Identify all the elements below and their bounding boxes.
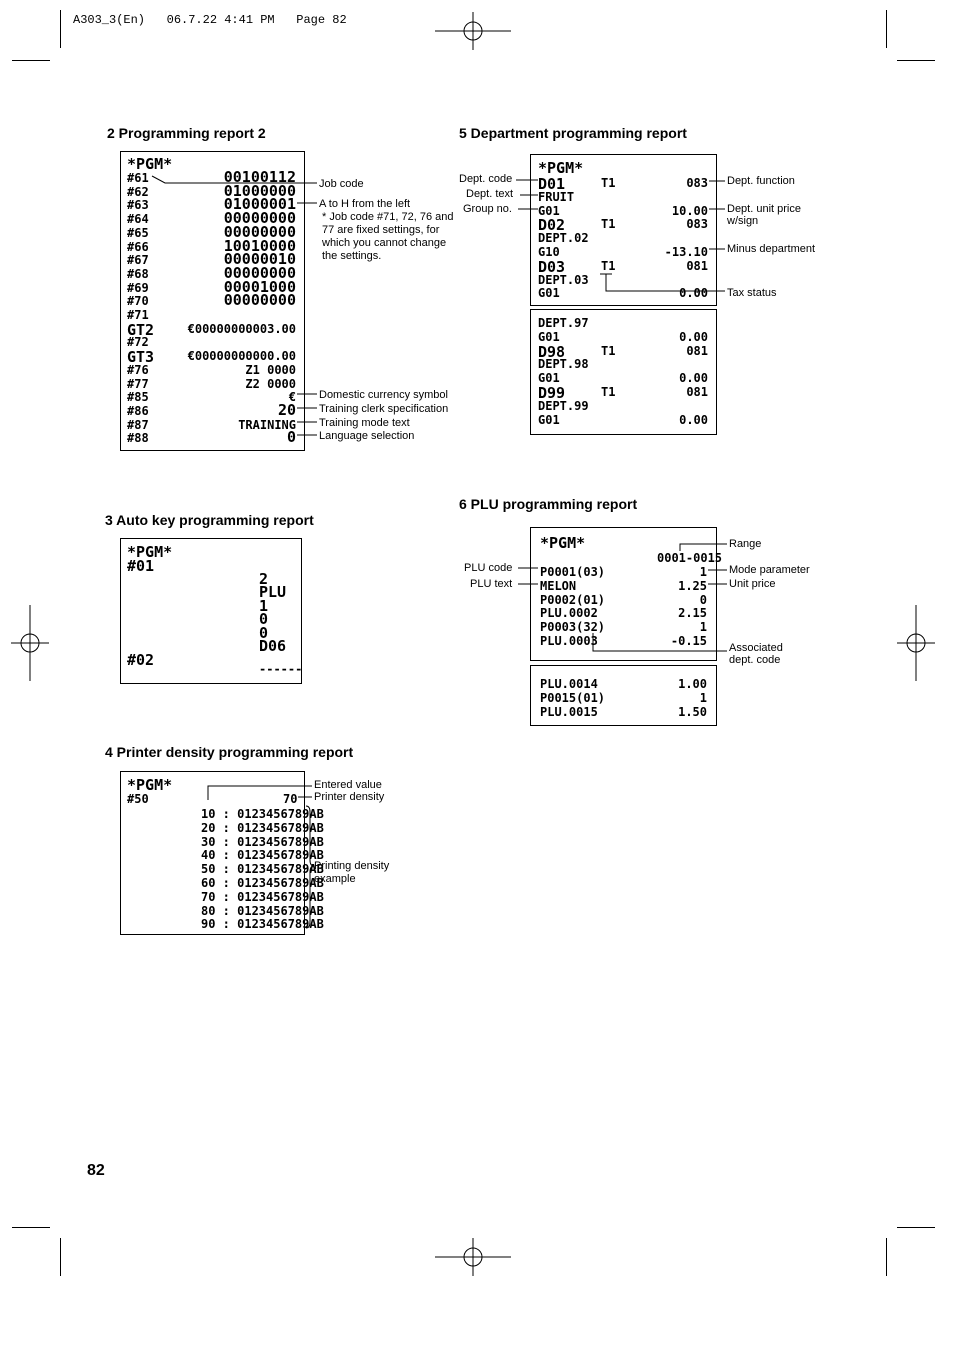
auto-key-line: 0 xyxy=(259,624,269,642)
job-value: 20 xyxy=(277,400,296,419)
callout-entered-value: Entered value xyxy=(314,779,382,791)
dept-row-right: 0.00 xyxy=(679,329,708,344)
callout-printer-density: Printer density xyxy=(314,791,385,803)
callout-associated-2: dept. code xyxy=(729,654,781,666)
dept-row-right: 0.00 xyxy=(679,286,708,301)
callout-plu-code: PLU code xyxy=(464,562,513,574)
plu-row-right: 2.15 xyxy=(678,606,707,621)
dept-row-left: G10 xyxy=(538,245,560,259)
callout-language: Language selection xyxy=(319,430,415,442)
density-example-row: 80 : 0123456789AB xyxy=(201,903,324,918)
dept-row-right: 081 xyxy=(686,258,708,273)
print-header: A303_3(En) 06.7.22 4:41 PM Page 82 xyxy=(73,13,347,27)
density-example-row: 20 : 0123456789AB xyxy=(201,820,324,835)
callout-tax-status: Tax status xyxy=(727,287,777,299)
dept-row-tax: T1 xyxy=(601,176,616,190)
dept-row-left: D99 xyxy=(538,384,566,402)
job-code: #72 xyxy=(127,335,149,350)
plu-row-left: P0001(03) xyxy=(540,565,606,579)
callout-dept-text: Dept. text xyxy=(466,188,514,200)
job-value: 00000000 xyxy=(223,222,296,241)
dept-row-left: G01 xyxy=(538,412,560,427)
plu-row-left: P0003(32) xyxy=(540,620,606,635)
plu-row-right: 1.00 xyxy=(678,677,707,691)
dept-row-left: G01 xyxy=(538,203,560,218)
dept-row-left: D98 xyxy=(538,342,566,361)
density-example-row: 40 : 0123456789AB xyxy=(201,848,324,863)
section-title-department: 5 Department programming report xyxy=(459,125,687,141)
job-code: #86 xyxy=(127,403,149,418)
plu-row-left: PLU.0014 xyxy=(540,677,598,691)
job-code: #61 xyxy=(127,171,149,185)
section-title-plu: 6 PLU programming report xyxy=(459,496,638,512)
job-code-02: #02 xyxy=(127,651,155,669)
density-example-row: 70 : 0123456789AB xyxy=(201,889,324,904)
job-code: #71 xyxy=(127,308,149,322)
callout-range: Range xyxy=(729,538,762,550)
receipt-title: *PGM* xyxy=(127,155,173,173)
dept-row-left: DEPT.02 xyxy=(538,231,589,246)
auto-key-line: 0 xyxy=(259,610,269,628)
dept-row-left: DEPT.99 xyxy=(538,398,589,413)
job-code: #66 xyxy=(127,239,149,254)
dashes: ------ xyxy=(259,662,303,676)
plu-row-right: 1.50 xyxy=(678,704,707,719)
job-value: 00000010 xyxy=(223,250,296,269)
density-example-row: 50 : 0123456789AB xyxy=(201,862,324,877)
plu-row-left: PLU.0002 xyxy=(540,606,598,621)
plu-row-left: MELON xyxy=(540,578,577,593)
section-title-auto-key: 3 Auto key programming report xyxy=(105,512,314,528)
density-example-row: 60 : 0123456789AB xyxy=(201,876,324,890)
job-value: 00001000 xyxy=(223,277,296,296)
job-code: GT2 xyxy=(127,320,155,339)
callout-unit-price-1: Dept. unit price xyxy=(727,203,801,215)
dept-row-right: 081 xyxy=(686,343,708,358)
callout-density-example-1: Printing density xyxy=(314,860,390,872)
callout-associated-1: Associated xyxy=(729,642,783,654)
job-value: Z1 0000 xyxy=(245,362,296,377)
plu-row-right: 1.25 xyxy=(678,578,707,593)
dept-row-right: 10.00 xyxy=(671,203,708,218)
job-value: 10010000 xyxy=(223,236,296,255)
job-code: #76 xyxy=(127,362,149,377)
receipt-title: *PGM* xyxy=(540,534,586,552)
plu-row-left: PLU.0015 xyxy=(540,704,598,719)
job-value: 00100112 xyxy=(223,168,296,186)
dept-row-left: G01 xyxy=(538,286,560,301)
dept-row-left: G01 xyxy=(538,371,560,386)
auto-key-line: 1 xyxy=(259,597,269,615)
density-example-row: 10 : 0123456789AB xyxy=(201,807,324,821)
section-title-programming-report-2: 2 Programming report 2 xyxy=(107,125,266,141)
dept-row-right: 0.00 xyxy=(679,412,708,427)
job-value: 01000001 xyxy=(223,195,296,214)
callout-currency-symbol: Domestic currency symbol xyxy=(319,389,448,401)
callout-a-to-h: A to H from the left xyxy=(319,198,411,210)
density-example-row: 30 : 0123456789AB xyxy=(201,834,324,849)
plu-row-right: 1 xyxy=(699,620,707,635)
dept-row-right: -13.10 xyxy=(664,245,708,259)
callout-plu-text: PLU text xyxy=(470,578,513,590)
job-value: Z2 0000 xyxy=(245,376,296,391)
job-code: #70 xyxy=(127,294,149,309)
plu-row-left: P0002(01) xyxy=(540,592,606,607)
callout-dept-code: Dept. code xyxy=(459,173,513,185)
plu-row-right: 1 xyxy=(699,565,707,579)
job-value: €00000000003.00 xyxy=(187,321,296,336)
page-number: 82 xyxy=(87,1162,105,1179)
callout-training-mode: Training mode text xyxy=(319,417,410,429)
plu-row-right: 1 xyxy=(699,690,707,705)
job-code: #67 xyxy=(127,253,149,268)
dept-row-left: FRUIT xyxy=(538,189,575,204)
job-code: GT3 xyxy=(127,348,155,367)
plu-row-left: PLU.0003 xyxy=(540,634,598,648)
job-code: #87 xyxy=(127,417,149,432)
dept-row-left: DEPT.98 xyxy=(538,357,589,372)
plu-row-right: 0 xyxy=(699,592,707,607)
callout-density-example-2: example xyxy=(314,873,356,885)
dept-row-left: D03 xyxy=(538,257,566,276)
dept-row-left: D02 xyxy=(538,216,566,235)
note-fixed-settings: * Job code #71, 72, 76 and 77 are fixed settings, for which you cannot change the settings. xyxy=(322,211,454,262)
job-code: #77 xyxy=(127,376,149,391)
receipt-title: *PGM* xyxy=(127,776,173,794)
job-code: #88 xyxy=(127,431,149,446)
job-value: €00000000000.00 xyxy=(187,349,296,364)
job-value: TRAINING xyxy=(238,417,296,432)
job-value: 01000000 xyxy=(223,181,296,200)
job-code: #64 xyxy=(127,212,149,227)
job-code: #65 xyxy=(127,225,149,240)
job-code-01: #01 xyxy=(127,557,155,575)
callout-training-clerk: Training clerk specification xyxy=(319,403,449,415)
job-code: #62 xyxy=(127,184,149,199)
dept-row-tax: T1 xyxy=(601,385,616,399)
dept-row-left: G01 xyxy=(538,329,560,344)
section-title-printer-density: 4 Printer density programming report xyxy=(105,744,354,760)
callout-group-no: Group no. xyxy=(463,203,512,215)
auto-key-line: D06 xyxy=(259,637,287,655)
job-value: 00000000 xyxy=(223,291,296,310)
job-code: #68 xyxy=(127,266,149,281)
callout-minus-dept: Minus department xyxy=(727,243,816,255)
density-example-row: 90 : 0123456789AB xyxy=(201,917,324,932)
plu-range: 0001-0015 xyxy=(657,551,723,565)
callout-mode-param: Mode parameter xyxy=(729,564,810,576)
job-value: € xyxy=(288,390,296,405)
callout-dept-function: Dept. function xyxy=(727,175,795,187)
dept-row-right: 0.00 xyxy=(679,371,708,386)
dept-row-left: DEPT.03 xyxy=(538,272,589,287)
plu-row-right: -0.15 xyxy=(670,634,707,648)
callout-unit-price: Unit price xyxy=(729,578,776,590)
receipt-title: *PGM* xyxy=(127,543,173,561)
dept-row-right: 083 xyxy=(686,176,708,190)
job-value: 00000000 xyxy=(223,263,296,282)
dept-row-left: D01 xyxy=(538,175,566,193)
callout-unit-price-2: w/sign xyxy=(727,215,759,227)
auto-key-line: 2 xyxy=(259,570,269,588)
dept-row-tax: T1 xyxy=(601,217,616,232)
density-value: 70 xyxy=(283,792,298,806)
dept-row-right: 083 xyxy=(686,217,708,232)
dept-row-tax: T1 xyxy=(601,258,616,273)
dept-row-left: DEPT.97 xyxy=(538,316,589,330)
plu-row-left: P0015(01) xyxy=(540,690,606,705)
dept-row-tax: T1 xyxy=(601,343,616,358)
dept-row-right: 081 xyxy=(686,385,708,399)
auto-key-line: PLU xyxy=(259,583,287,601)
job-code-50: #50 xyxy=(127,792,149,806)
job-value: 0 xyxy=(286,428,296,447)
callout-job-code: Job code xyxy=(319,178,364,190)
job-code: #69 xyxy=(127,280,149,295)
job-code: #63 xyxy=(127,198,149,213)
receipt-title: *PGM* xyxy=(538,159,584,177)
job-code: #85 xyxy=(127,390,149,405)
job-value: 00000000 xyxy=(223,209,296,228)
